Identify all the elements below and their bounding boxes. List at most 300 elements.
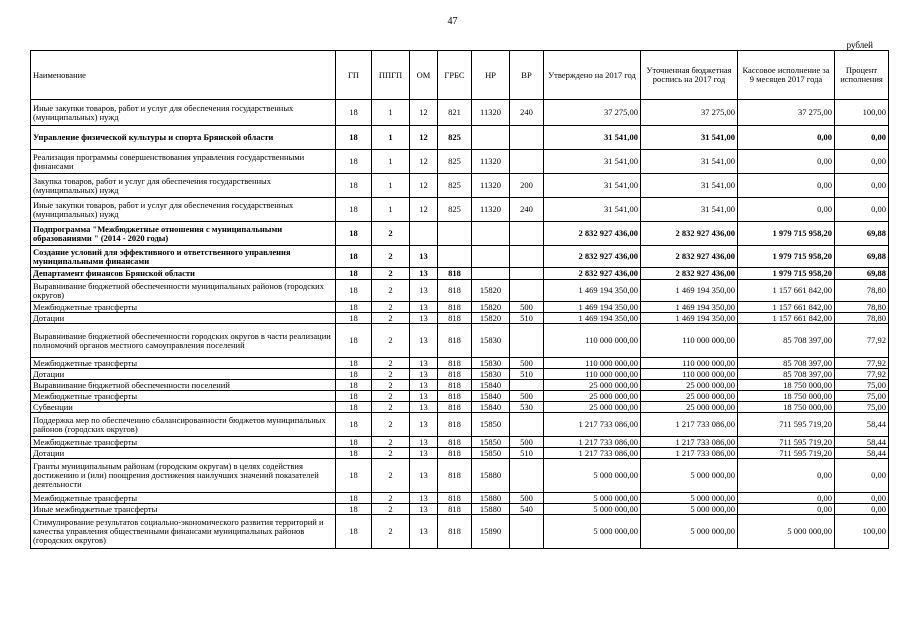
row-vr: 500: [510, 391, 544, 402]
header-percent: Процент исполнения: [835, 51, 889, 100]
row-grbs: 818: [438, 358, 472, 369]
row-refined: 1 469 194 350,00: [641, 280, 738, 302]
row-cash: 0,00: [738, 459, 835, 493]
row-grbs: 818: [438, 380, 472, 391]
row-name: Выравнивание бюджетной обеспеченности муниципальных районов (городских округов): [31, 280, 336, 302]
header-refined: Уточненная бюджетная роспись на 2017 год: [641, 51, 738, 100]
row-percent: 0,00: [835, 459, 889, 493]
row-approved: 2 832 927 436,00: [544, 268, 641, 280]
row-np: 15820: [472, 280, 510, 302]
row-name: Иные межбюджетные трансферты: [31, 504, 336, 515]
row-om: [410, 222, 438, 246]
row-om: 13: [410, 504, 438, 515]
row-refined: 5 000 000,00: [641, 493, 738, 504]
table-row: [31, 246, 889, 268]
row-grbs: 818: [438, 402, 472, 413]
row-np: 15820: [472, 313, 510, 324]
row-refined: 1 469 194 350,00: [641, 302, 738, 313]
header-np: НР: [472, 51, 510, 100]
row-vr: [510, 280, 544, 302]
row-vr: 500: [510, 358, 544, 369]
row-cash: 0,00: [738, 504, 835, 515]
table-row: [31, 268, 889, 280]
row-grbs: 818: [438, 391, 472, 402]
row-name: Дотации: [31, 369, 336, 380]
table-row: [31, 174, 889, 198]
row-cash: 711 595 719,20: [738, 413, 835, 437]
row-np: 11320: [472, 150, 510, 174]
row-om: 12: [410, 198, 438, 222]
table-row: [31, 437, 889, 448]
row-name: Управление физической культуры и спорта Брянской области: [31, 126, 336, 150]
row-percent: 58,44: [835, 437, 889, 448]
row-approved: 5 000 000,00: [544, 493, 641, 504]
row-pgp: 2: [372, 448, 410, 459]
row-pgp: 2: [372, 391, 410, 402]
row-pgp: 2: [372, 246, 410, 268]
row-refined: 1 217 733 086,00: [641, 413, 738, 437]
row-vr: 240: [510, 100, 544, 126]
row-vr: [510, 126, 544, 150]
row-name: Гранты муниципальным районам (городским округам) в целях содействия достижению и (или) поощрения достижения наилучших значений показателей деятельности: [31, 459, 336, 493]
row-om: 13: [410, 246, 438, 268]
row-refined: 2 832 927 436,00: [641, 222, 738, 246]
page-number: 47: [447, 16, 458, 27]
row-pgp: 2: [372, 268, 410, 280]
row-pgp: 1: [372, 100, 410, 126]
row-om: 13: [410, 448, 438, 459]
row-gp: 18: [336, 174, 372, 198]
table-row: [31, 402, 889, 413]
row-np: 15830: [472, 369, 510, 380]
row-cash: 1 157 661 842,00: [738, 280, 835, 302]
header-gp: ГП: [336, 51, 372, 100]
table-row: [31, 150, 889, 174]
table-row: [31, 198, 889, 222]
row-approved: 5 000 000,00: [544, 515, 641, 549]
row-grbs: 818: [438, 504, 472, 515]
row-np: 15820: [472, 302, 510, 313]
header-grbs: ГРБС: [438, 51, 472, 100]
row-gp: 18: [336, 302, 372, 313]
row-refined: 31 541,00: [641, 126, 738, 150]
row-gp: 18: [336, 246, 372, 268]
row-pgp: 2: [372, 369, 410, 380]
row-pgp: 2: [372, 358, 410, 369]
row-approved: 5 000 000,00: [544, 504, 641, 515]
row-vr: 540: [510, 504, 544, 515]
row-gp: 18: [336, 268, 372, 280]
row-om: 13: [410, 493, 438, 504]
row-pgp: 2: [372, 493, 410, 504]
row-pgp: 2: [372, 515, 410, 549]
row-percent: 77,92: [835, 358, 889, 369]
row-refined: 31 541,00: [641, 150, 738, 174]
row-gp: 18: [336, 391, 372, 402]
row-refined: 2 832 927 436,00: [641, 268, 738, 280]
row-grbs: 825: [438, 174, 472, 198]
row-pgp: 2: [372, 504, 410, 515]
row-np: [472, 246, 510, 268]
row-np: 11320: [472, 100, 510, 126]
row-pgp: 2: [372, 459, 410, 493]
row-pgp: 2: [372, 437, 410, 448]
row-np: 15830: [472, 358, 510, 369]
row-om: 12: [410, 126, 438, 150]
row-vr: [510, 324, 544, 358]
row-cash: 85 708 397,00: [738, 358, 835, 369]
row-pgp: 2: [372, 280, 410, 302]
row-om: 12: [410, 100, 438, 126]
row-np: 11320: [472, 198, 510, 222]
row-om: 13: [410, 437, 438, 448]
row-name: Дотации: [31, 313, 336, 324]
row-refined: 5 000 000,00: [641, 459, 738, 493]
row-percent: 100,00: [835, 100, 889, 126]
row-om: 13: [410, 402, 438, 413]
table-body: [31, 100, 889, 549]
row-cash: 0,00: [738, 174, 835, 198]
row-percent: 75,00: [835, 391, 889, 402]
row-refined: 5 000 000,00: [641, 515, 738, 549]
row-gp: 18: [336, 402, 372, 413]
row-om: 13: [410, 459, 438, 493]
row-name: Иные закупки товаров, работ и услуг для обеспечения государственных (муниципальных) нужд: [31, 100, 336, 126]
row-cash: 18 750 000,00: [738, 380, 835, 391]
row-refined: 31 541,00: [641, 198, 738, 222]
row-gp: 18: [336, 437, 372, 448]
row-gp: 18: [336, 126, 372, 150]
row-np: 15840: [472, 380, 510, 391]
budget-table: [30, 50, 889, 549]
row-approved: 5 000 000,00: [544, 459, 641, 493]
row-percent: 69,88: [835, 222, 889, 246]
row-cash: 18 750 000,00: [738, 402, 835, 413]
row-np: 15850: [472, 448, 510, 459]
row-gp: 18: [336, 380, 372, 391]
row-cash: 37 275,00: [738, 100, 835, 126]
row-np: 11320: [472, 174, 510, 198]
row-gp: 18: [336, 493, 372, 504]
row-om: 12: [410, 150, 438, 174]
row-approved: 1 217 733 086,00: [544, 413, 641, 437]
row-name: Закупка товаров, работ и услуг для обеспечения государственных (муниципальных) нужд: [31, 174, 336, 198]
row-approved: 31 541,00: [544, 150, 641, 174]
row-om: 13: [410, 313, 438, 324]
table-row: [31, 324, 889, 358]
unit-label: рублей: [846, 40, 873, 50]
row-gp: 18: [336, 413, 372, 437]
row-approved: 25 000 000,00: [544, 402, 641, 413]
table-row: [31, 413, 889, 437]
row-name: Создание условий для эффективного и ответственного управления муниципальными финансами: [31, 246, 336, 268]
row-refined: 110 000 000,00: [641, 369, 738, 380]
row-gp: 18: [336, 313, 372, 324]
row-np: [472, 222, 510, 246]
row-cash: 711 595 719,20: [738, 448, 835, 459]
row-gp: 18: [336, 100, 372, 126]
row-name: Реализация программы совершенствования управления государственными финансами: [31, 150, 336, 174]
table-row: [31, 448, 889, 459]
table-row: [31, 459, 889, 493]
row-pgp: 2: [372, 380, 410, 391]
row-pgp: 2: [372, 324, 410, 358]
row-approved: 2 832 927 436,00: [544, 246, 641, 268]
row-om: 13: [410, 515, 438, 549]
header-vr: ВР: [510, 51, 544, 100]
row-np: 15880: [472, 459, 510, 493]
row-np: [472, 268, 510, 280]
row-grbs: 825: [438, 126, 472, 150]
row-cash: 0,00: [738, 126, 835, 150]
row-vr: 240: [510, 198, 544, 222]
row-percent: 0,00: [835, 504, 889, 515]
row-np: [472, 126, 510, 150]
row-approved: 1 469 194 350,00: [544, 313, 641, 324]
row-percent: 77,92: [835, 369, 889, 380]
row-vr: [510, 515, 544, 549]
row-percent: 0,00: [835, 493, 889, 504]
row-pgp: 1: [372, 150, 410, 174]
row-np: 15840: [472, 402, 510, 413]
row-approved: 1 217 733 086,00: [544, 437, 641, 448]
row-percent: 0,00: [835, 150, 889, 174]
row-gp: 18: [336, 448, 372, 459]
row-cash: 0,00: [738, 493, 835, 504]
row-percent: 69,88: [835, 268, 889, 280]
table-row: [31, 380, 889, 391]
row-grbs: 818: [438, 459, 472, 493]
row-approved: 31 541,00: [544, 198, 641, 222]
row-gp: 18: [336, 369, 372, 380]
row-approved: 2 832 927 436,00: [544, 222, 641, 246]
header-om: ОМ: [410, 51, 438, 100]
row-pgp: 2: [372, 402, 410, 413]
row-np: 15850: [472, 437, 510, 448]
row-vr: [510, 268, 544, 280]
row-om: 13: [410, 380, 438, 391]
row-percent: 78,80: [835, 313, 889, 324]
row-gp: 18: [336, 280, 372, 302]
row-vr: [510, 380, 544, 391]
row-om: 13: [410, 358, 438, 369]
row-name: Подпрограмма "Межбюджетные отношения с муниципальными образованиями " (2014 - 2020 годы): [31, 222, 336, 246]
row-vr: 510: [510, 313, 544, 324]
table-row: [31, 280, 889, 302]
row-percent: 77,92: [835, 324, 889, 358]
row-om: 13: [410, 302, 438, 313]
row-om: 13: [410, 391, 438, 402]
row-refined: 110 000 000,00: [641, 358, 738, 369]
row-pgp: 1: [372, 174, 410, 198]
row-pgp: 2: [372, 222, 410, 246]
row-approved: 25 000 000,00: [544, 380, 641, 391]
row-np: 15880: [472, 504, 510, 515]
row-refined: 5 000 000,00: [641, 504, 738, 515]
row-percent: 78,80: [835, 280, 889, 302]
row-cash: 18 750 000,00: [738, 391, 835, 402]
row-refined: 2 832 927 436,00: [641, 246, 738, 268]
row-om: 13: [410, 268, 438, 280]
row-grbs: 818: [438, 448, 472, 459]
row-gp: 18: [336, 515, 372, 549]
row-name: Выравнивание бюджетной обеспеченности поселений: [31, 380, 336, 391]
row-np: 15850: [472, 413, 510, 437]
row-om: 13: [410, 280, 438, 302]
row-om: 12: [410, 174, 438, 198]
header-pgp: ППГП: [372, 51, 410, 100]
row-percent: 75,00: [835, 380, 889, 391]
row-cash: 1 979 715 958,20: [738, 222, 835, 246]
table-row: [31, 100, 889, 126]
row-approved: 1 469 194 350,00: [544, 280, 641, 302]
row-grbs: 818: [438, 413, 472, 437]
row-cash: 1 979 715 958,20: [738, 246, 835, 268]
row-np: 15830: [472, 324, 510, 358]
row-approved: 37 275,00: [544, 100, 641, 126]
table-row: [31, 515, 889, 549]
row-np: 15840: [472, 391, 510, 402]
row-name: Департамент финансов Брянской области: [31, 268, 336, 280]
row-name: Поддержка мер по обеспечению сбалансированности бюджетов муниципальных районов (городских округов): [31, 413, 336, 437]
row-vr: [510, 150, 544, 174]
row-name: Межбюджетные трансферты: [31, 302, 336, 313]
row-percent: 0,00: [835, 198, 889, 222]
row-vr: 510: [510, 448, 544, 459]
header-cash: Кассовое исполнение за 9 месяцев 2017 года: [738, 51, 835, 100]
table-row: [31, 391, 889, 402]
row-vr: [510, 222, 544, 246]
header-name: Наименование: [31, 51, 336, 100]
row-grbs: 825: [438, 150, 472, 174]
row-refined: 1 217 733 086,00: [641, 448, 738, 459]
row-approved: 1 469 194 350,00: [544, 302, 641, 313]
table-header: [31, 51, 889, 100]
row-approved: 31 541,00: [544, 174, 641, 198]
row-vr: 500: [510, 302, 544, 313]
row-cash: 1 157 661 842,00: [738, 313, 835, 324]
row-cash: 1 979 715 958,20: [738, 268, 835, 280]
row-grbs: 818: [438, 280, 472, 302]
row-grbs: 818: [438, 369, 472, 380]
row-approved: 25 000 000,00: [544, 391, 641, 402]
table-row: [31, 126, 889, 150]
row-refined: 37 275,00: [641, 100, 738, 126]
row-percent: 0,00: [835, 126, 889, 150]
row-grbs: 818: [438, 437, 472, 448]
row-vr: 510: [510, 369, 544, 380]
row-percent: 75,00: [835, 402, 889, 413]
row-grbs: 818: [438, 268, 472, 280]
row-gp: 18: [336, 459, 372, 493]
row-refined: 1 217 733 086,00: [641, 437, 738, 448]
row-name: Выравнивание бюджетной обеспеченности городских округов в части реализации полномочий органов местного самоуправления поселений: [31, 324, 336, 358]
row-gp: 18: [336, 324, 372, 358]
row-name: Межбюджетные трансферты: [31, 358, 336, 369]
row-grbs: 818: [438, 515, 472, 549]
row-vr: 500: [510, 493, 544, 504]
row-grbs: [438, 246, 472, 268]
row-vr: [510, 246, 544, 268]
row-vr: [510, 413, 544, 437]
row-cash: 1 157 661 842,00: [738, 302, 835, 313]
row-name: Стимулирование результатов социально-экономического развития территорий и качества управления общественными финансами муниципальных районов (городских округов): [31, 515, 336, 549]
row-pgp: 2: [372, 413, 410, 437]
row-pgp: 2: [372, 313, 410, 324]
row-refined: 31 541,00: [641, 174, 738, 198]
row-approved: 31 541,00: [544, 126, 641, 150]
row-percent: 58,44: [835, 413, 889, 437]
row-refined: 1 469 194 350,00: [641, 313, 738, 324]
row-pgp: 2: [372, 302, 410, 313]
row-gp: 18: [336, 504, 372, 515]
row-approved: 1 217 733 086,00: [544, 448, 641, 459]
row-np: 15880: [472, 493, 510, 504]
row-percent: 100,00: [835, 515, 889, 549]
row-gp: 18: [336, 198, 372, 222]
row-cash: 85 708 397,00: [738, 324, 835, 358]
row-name: Межбюджетные трансферты: [31, 391, 336, 402]
row-cash: 0,00: [738, 150, 835, 174]
row-grbs: 818: [438, 324, 472, 358]
row-approved: 110 000 000,00: [544, 369, 641, 380]
row-grbs: 821: [438, 100, 472, 126]
row-cash: 5 000 000,00: [738, 515, 835, 549]
row-np: 15890: [472, 515, 510, 549]
table-row: [31, 369, 889, 380]
table-row: [31, 504, 889, 515]
row-approved: 110 000 000,00: [544, 324, 641, 358]
row-refined: 25 000 000,00: [641, 391, 738, 402]
row-refined: 25 000 000,00: [641, 380, 738, 391]
table-row: [31, 358, 889, 369]
row-cash: 0,00: [738, 198, 835, 222]
row-cash: 711 595 719,20: [738, 437, 835, 448]
row-percent: 0,00: [835, 174, 889, 198]
row-cash: 85 708 397,00: [738, 369, 835, 380]
row-pgp: 1: [372, 198, 410, 222]
row-gp: 18: [336, 150, 372, 174]
table-row: [31, 222, 889, 246]
row-vr: 500: [510, 437, 544, 448]
row-gp: 18: [336, 358, 372, 369]
row-om: 13: [410, 369, 438, 380]
table-row: [31, 302, 889, 313]
row-grbs: 825: [438, 198, 472, 222]
row-om: 13: [410, 413, 438, 437]
row-name: Межбюджетные трансферты: [31, 493, 336, 504]
row-vr: [510, 459, 544, 493]
row-percent: 58,44: [835, 448, 889, 459]
row-gp: 18: [336, 222, 372, 246]
row-grbs: [438, 222, 472, 246]
row-name: Иные закупки товаров, работ и услуг для обеспечения государственных (муниципальных) нужд: [31, 198, 336, 222]
row-vr: 200: [510, 174, 544, 198]
row-name: Субвенции: [31, 402, 336, 413]
row-approved: 110 000 000,00: [544, 358, 641, 369]
row-vr: 530: [510, 402, 544, 413]
table-row: [31, 313, 889, 324]
row-percent: 69,88: [835, 246, 889, 268]
row-name: Межбюджетные трансферты: [31, 437, 336, 448]
header-approved: Утверждено на 2017 год: [544, 51, 641, 100]
row-name: Дотации: [31, 448, 336, 459]
row-grbs: 818: [438, 493, 472, 504]
row-grbs: 818: [438, 302, 472, 313]
row-om: 13: [410, 324, 438, 358]
row-refined: 25 000 000,00: [641, 402, 738, 413]
row-pgp: 1: [372, 126, 410, 150]
